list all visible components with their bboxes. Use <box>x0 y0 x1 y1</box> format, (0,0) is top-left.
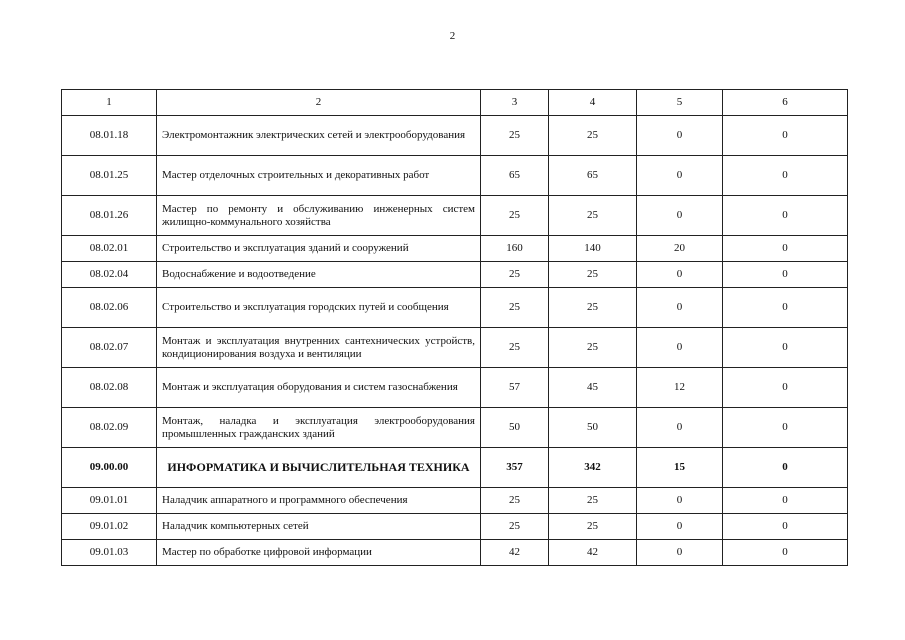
value-cell: 0 <box>723 196 848 236</box>
value-cell: 25 <box>549 262 637 288</box>
name-cell: Наладчик компьютерных сетей <box>157 514 481 540</box>
name-cell: Мастер отделочных строительных и декоративных работ <box>157 156 481 196</box>
value-cell: 0 <box>723 236 848 262</box>
value-cell: 25 <box>549 196 637 236</box>
value-cell: 25 <box>481 514 549 540</box>
name-cell: ИНФОРМАТИКА И ВЫЧИСЛИТЕЛЬНАЯ ТЕХНИКА <box>157 448 481 488</box>
value-cell: 25 <box>549 488 637 514</box>
value-cell: 45 <box>549 368 637 408</box>
name-cell: Электромонтажник электрических сетей и электрооборудования <box>157 116 481 156</box>
value-cell: 57 <box>481 368 549 408</box>
value-cell: 0 <box>637 514 723 540</box>
value-cell: 0 <box>637 116 723 156</box>
name-cell: Мастер по обработке цифровой информации <box>157 540 481 566</box>
table-row <box>62 262 848 288</box>
code-cell: 09.00.00 <box>62 448 157 488</box>
table-header-row <box>62 90 848 116</box>
value-cell: 0 <box>723 262 848 288</box>
name-cell: Строительство и эксплуатация зданий и сооружений <box>157 236 481 262</box>
value-cell: 65 <box>549 156 637 196</box>
value-cell: 65 <box>481 156 549 196</box>
page-number: 2 <box>449 30 456 42</box>
table-row <box>62 156 848 196</box>
value-cell: 0 <box>637 262 723 288</box>
value-cell: 0 <box>723 116 848 156</box>
value-cell: 20 <box>637 236 723 262</box>
value-cell: 0 <box>637 328 723 368</box>
value-cell: 25 <box>481 116 549 156</box>
code-cell: 08.02.01 <box>62 236 157 262</box>
value-cell: 25 <box>549 514 637 540</box>
header-cell: 4 <box>549 90 637 116</box>
value-cell: 12 <box>637 368 723 408</box>
table-row <box>62 328 848 368</box>
code-cell: 09.01.01 <box>62 488 157 514</box>
table-row <box>62 408 848 448</box>
value-cell: 42 <box>481 540 549 566</box>
name-cell: Строительство и эксплуатация городских путей и сообщения <box>157 288 481 328</box>
value-cell: 0 <box>637 288 723 328</box>
value-cell: 50 <box>549 408 637 448</box>
value-cell: 25 <box>481 196 549 236</box>
table-row <box>62 540 848 566</box>
value-cell: 25 <box>481 288 549 328</box>
header-cell: 6 <box>723 90 848 116</box>
value-cell: 42 <box>549 540 637 566</box>
name-cell: Монтаж, наладка и эксплуатация электрооборудования промышленных гражданских зданий <box>157 408 481 448</box>
value-cell: 0 <box>723 156 848 196</box>
value-cell: 0 <box>637 540 723 566</box>
code-cell: 08.01.26 <box>62 196 157 236</box>
code-cell: 08.02.06 <box>62 288 157 328</box>
name-cell: Наладчик аппаратного и программного обеспечения <box>157 488 481 514</box>
value-cell: 0 <box>637 488 723 514</box>
code-cell: 08.01.25 <box>62 156 157 196</box>
value-cell: 0 <box>723 514 848 540</box>
value-cell: 140 <box>549 236 637 262</box>
value-cell: 0 <box>723 288 848 328</box>
name-cell: Мастер по ремонту и обслуживанию инженерных систем жилищно-коммунального хозяйства <box>157 196 481 236</box>
table-row <box>62 196 848 236</box>
table-row <box>62 236 848 262</box>
value-cell: 25 <box>481 328 549 368</box>
value-cell: 0 <box>723 408 848 448</box>
value-cell: 0 <box>637 408 723 448</box>
table-row-group-heading <box>62 448 848 488</box>
table-row <box>62 288 848 328</box>
code-cell: 08.02.08 <box>62 368 157 408</box>
value-cell: 25 <box>549 116 637 156</box>
value-cell: 25 <box>549 328 637 368</box>
value-cell: 357 <box>481 448 549 488</box>
value-cell: 0 <box>723 448 848 488</box>
name-cell: Водоснабжение и водоотведение <box>157 262 481 288</box>
table-row <box>62 116 848 156</box>
value-cell: 0 <box>637 196 723 236</box>
header-cell: 2 <box>157 90 481 116</box>
value-cell: 0 <box>723 540 848 566</box>
name-cell: Монтаж и эксплуатация оборудования и систем газоснабжения <box>157 368 481 408</box>
name-cell: Монтаж и эксплуатация внутренних сантехнических устройств, кондиционирования воздуха и вентиляции <box>157 328 481 368</box>
value-cell: 0 <box>723 368 848 408</box>
value-cell: 160 <box>481 236 549 262</box>
table-row <box>62 488 848 514</box>
code-cell: 08.02.04 <box>62 262 157 288</box>
table-row <box>62 368 848 408</box>
value-cell: 25 <box>481 262 549 288</box>
value-cell: 50 <box>481 408 549 448</box>
code-cell: 08.02.07 <box>62 328 157 368</box>
value-cell: 0 <box>723 328 848 368</box>
value-cell: 0 <box>723 488 848 514</box>
table-row <box>62 514 848 540</box>
header-cell: 3 <box>481 90 549 116</box>
code-cell: 08.01.18 <box>62 116 157 156</box>
code-cell: 08.02.09 <box>62 408 157 448</box>
value-cell: 342 <box>549 448 637 488</box>
code-cell: 09.01.02 <box>62 514 157 540</box>
value-cell: 25 <box>549 288 637 328</box>
specialties-table <box>61 89 848 566</box>
code-cell: 09.01.03 <box>62 540 157 566</box>
header-cell: 1 <box>62 90 157 116</box>
value-cell: 0 <box>637 156 723 196</box>
value-cell: 15 <box>637 448 723 488</box>
header-cell: 5 <box>637 90 723 116</box>
value-cell: 25 <box>481 488 549 514</box>
